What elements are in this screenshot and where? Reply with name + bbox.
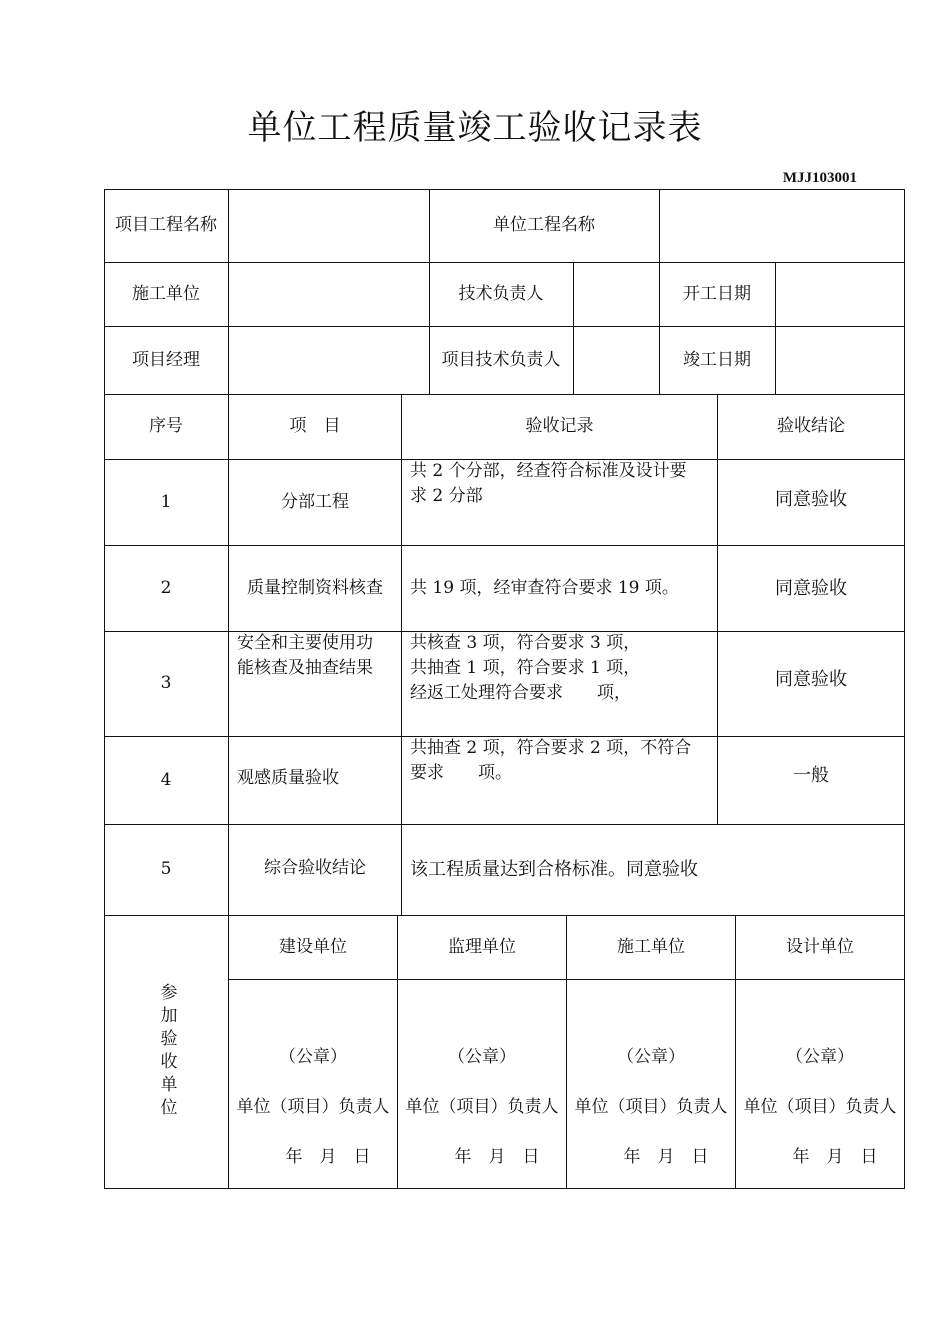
date-label[interactable]: 年 月 日 (285, 1146, 371, 1167)
signer-label[interactable]: 单位（项目）负责人 (405, 1096, 559, 1117)
row-2-no: 2 (160, 577, 172, 598)
signer-label[interactable]: 单位（项目）负责人 (743, 1096, 897, 1117)
record-line: 共抽查 2 项，符合要求 2 项，不符合 (410, 738, 692, 758)
date-label[interactable]: 年 月 日 (623, 1146, 709, 1167)
row-3-no: 3 (160, 673, 172, 693)
row-3-conclusion[interactable]: 同意验收 (775, 668, 847, 690)
item-line: 安全和主要使用功 (237, 633, 373, 653)
row-4-conclusion[interactable]: 一般 (793, 764, 829, 786)
row-5-record[interactable]: 该工程质量达到合格标准。同意验收 (410, 859, 698, 880)
start-date-label: 开工日期 (683, 283, 751, 304)
row-2-item: 质量控制资料核查 (247, 577, 383, 598)
completion-date-label: 竣工日期 (683, 349, 751, 370)
project-manager-label: 项目经理 (132, 349, 200, 370)
unit-header-design: 设计单位 (786, 936, 854, 957)
participants-label (104, 915, 228, 1188)
row-1-item: 分部工程 (281, 491, 349, 512)
record-line: 要求 项。 (410, 763, 512, 783)
start-date-field[interactable] (776, 262, 904, 326)
row-2-conclusion[interactable]: 同意验收 (775, 577, 847, 599)
row-3-record[interactable] (402, 631, 717, 736)
date-label[interactable]: 年 月 日 (792, 1146, 878, 1167)
record-line: 共 2 个分部，经查符合标准及设计要 (410, 461, 687, 481)
row-4-no: 4 (160, 769, 172, 790)
seal-text: （公章） (786, 1046, 854, 1067)
unit-header-supervision: 监理单位 (448, 936, 516, 957)
row-1-record[interactable] (402, 459, 717, 545)
row-3-item (229, 631, 401, 731)
row-2-record[interactable]: 共 19 项，经审查符合要求 19 项。 (410, 577, 679, 598)
participants-label-text: 参加验收单位 (156, 982, 177, 1121)
seal-text: （公章） (617, 1046, 685, 1067)
row-1-conclusion[interactable]: 同意验收 (775, 488, 847, 510)
form-code: MJJ103001 (782, 170, 857, 186)
seal-text: （公章） (448, 1046, 516, 1067)
completion-date-field[interactable] (776, 326, 904, 394)
tech-lead-field[interactable] (574, 262, 659, 326)
project-manager-field[interactable] (229, 326, 429, 394)
col-header-no: 序号 (149, 416, 183, 436)
project-tech-lead-label: 项目技术负责人 (441, 349, 561, 370)
row-5-no: 5 (160, 859, 172, 879)
page-title: 单位工程质量竣工验收记录表 (247, 108, 703, 148)
project-name-field[interactable] (229, 189, 429, 262)
row-1-no: 1 (160, 491, 172, 512)
signer-label[interactable]: 单位（项目）负责人 (236, 1096, 390, 1117)
col-header-item: 项 目 (289, 416, 341, 436)
unit-header-construction: 建设单位 (279, 936, 347, 957)
row-5-item: 综合验收结论 (264, 857, 366, 878)
construction-unit-label: 施工单位 (132, 283, 200, 304)
record-line: 经返工处理符合要求 项， (410, 683, 631, 703)
record-line: 共抽查 1 项，符合要求 1 项， (410, 658, 641, 678)
table-border-right (904, 189, 905, 1189)
unit-header-builder: 施工单位 (617, 936, 685, 957)
table-border-bottom (104, 1188, 905, 1189)
col-header-conclusion: 验收结论 (777, 416, 845, 436)
project-tech-lead-field[interactable] (574, 326, 659, 394)
row-4-item: 观感质量验收 (237, 767, 339, 788)
unit-project-name-field[interactable] (660, 189, 904, 262)
unit-project-name-label: 单位工程名称 (493, 215, 595, 235)
record-line: 共核查 3 项，符合要求 3 项， (410, 633, 641, 653)
seal-text: （公章） (279, 1046, 347, 1067)
item-line: 能核查及抽查结果 (237, 658, 373, 678)
tech-lead-label: 技术负责人 (458, 283, 544, 304)
signer-label[interactable]: 单位（项目）负责人 (574, 1096, 728, 1117)
record-line: 求 2 分部 (410, 486, 483, 506)
date-label[interactable]: 年 月 日 (454, 1146, 540, 1167)
construction-unit-field[interactable] (229, 262, 429, 326)
col-header-record: 验收记录 (525, 416, 594, 436)
row-4-record[interactable] (402, 736, 717, 820)
project-name-label: 项目工程名称 (115, 215, 217, 235)
